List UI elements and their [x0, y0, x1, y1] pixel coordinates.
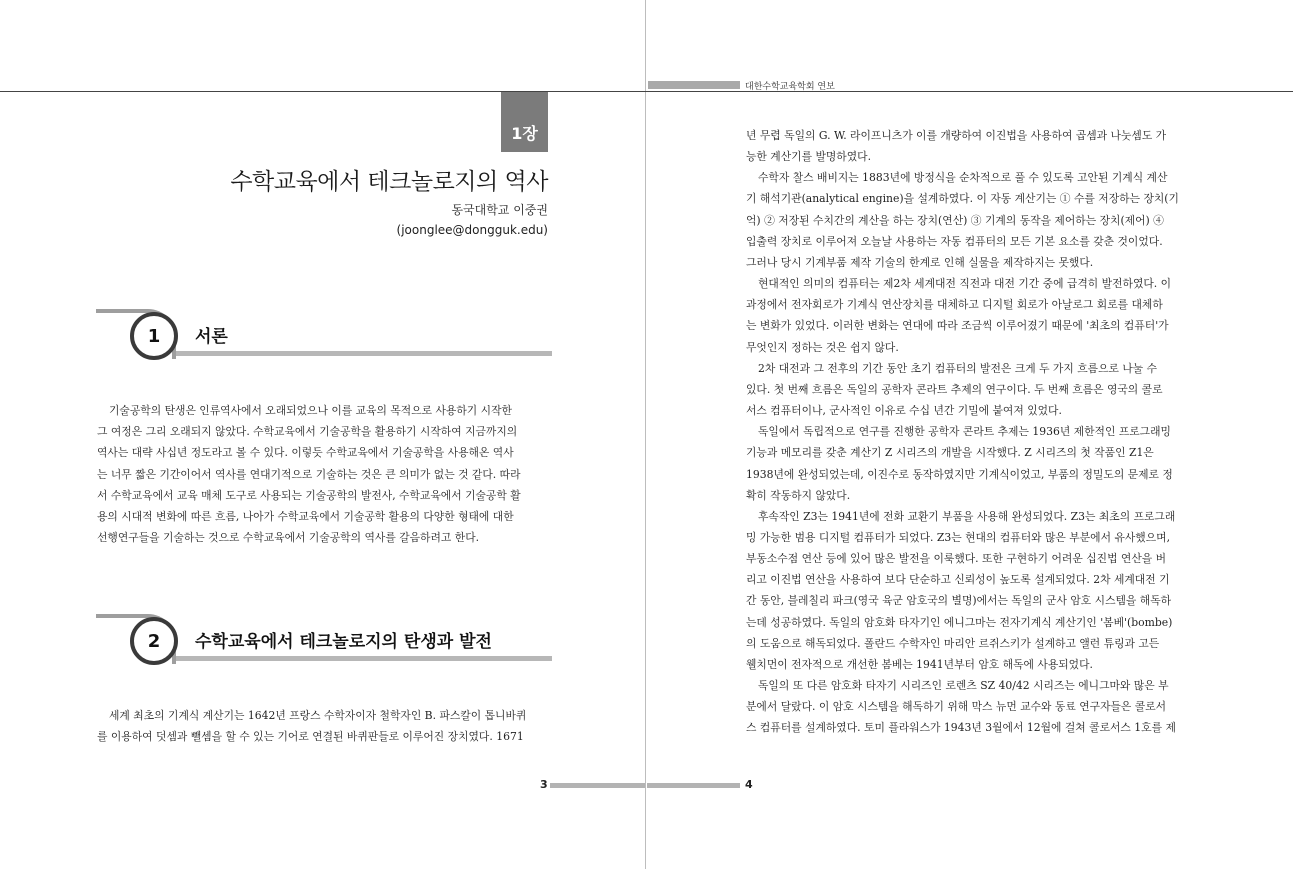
section-number: 2 — [130, 617, 178, 665]
text-line: 기 해석기관(analytical engine)을 설계하였다. 이 자동 계산기는 ① 수를 저장하는 장치(기 — [746, 192, 1179, 206]
page-spine — [645, 0, 646, 869]
text-line: 그러나 당시 기계부품 제작 기술의 한계로 인해 실물을 제작하지는 못했다. — [746, 255, 1094, 269]
text-line: 그 여정은 그리 오래되지 않았다. 수학교육에서 기술공학을 활용하기 시작하여 지금까지의 — [97, 425, 518, 439]
right-page-body — [746, 125, 1196, 739]
section-number: 1 — [130, 312, 178, 360]
footer-bar-left — [550, 783, 645, 788]
text-line: 기능과 메모리를 갖춘 계산기 Z 시리즈의 개발을 시작했다. Z 시리즈의 첫 작품인 Z1은 — [746, 446, 1154, 460]
page-number-right: 4 — [745, 778, 753, 791]
text-line: 입출력 장치로 이루어져 오늘날 사용하는 자동 컴퓨터의 모든 기본 요소를 갖춘 것이었다. — [746, 234, 1163, 248]
chapter-tab-label: 1장 — [511, 124, 538, 143]
text-line: 리고 이진법 연산을 사용하여 보다 단순하고 신뢰성이 높도록 설계되었다. 2차 세계대전 기 — [746, 573, 1170, 587]
author-email: (joonglee@dongguk.edu) — [396, 223, 548, 237]
page-number-left: 3 — [540, 778, 548, 791]
text-line: 과정에서 전자회로가 기계식 연산장치를 대체하고 디지털 회로가 아날로그 회로를 대체하 — [746, 298, 1163, 312]
text-line: 후속작인 Z3는 1941년에 전화 교환기 부품을 사용해 완성되었다. Z3는 최초의 프로그래 — [758, 509, 1176, 523]
running-head: 대한수학교육학회 연보 — [745, 82, 835, 92]
text-line: 는데 성공하였다. 독일의 암호화 타자기인 에니그마는 전자기계식 계산기인 '봄베'(bombe) — [746, 615, 1173, 629]
text-line: 역사는 대략 사십년 정도라고 볼 수 있다. 이렇듯 수학교육에서 기술공학을 사용해온 역사 — [97, 446, 514, 460]
text-line: 의 도움으로 해독되었다. 폴란드 수학자인 마리안 르쥐스키가 설계하고 앨런 튜링과 고든 — [746, 636, 1160, 650]
chapter-title: 수학교육에서 테크놀로지의 역사 — [230, 169, 548, 195]
text-line: 스 컴퓨터를 설계하였다. 토미 플라워스가 1943년 3월에서 12월에 걸쳐 콜로서스 1호를 제 — [746, 721, 1176, 735]
header-rule — [0, 91, 1293, 92]
text-line: 있다. 첫 번째 흐름은 독일의 공학자 콘라트 추제의 연구이다. 두 번째 흐름은 영국의 콜로 — [746, 382, 1163, 396]
intro-paragraph — [97, 400, 549, 548]
footer-bar-right — [647, 783, 740, 788]
section2-paragraph — [97, 705, 549, 747]
text-line: 년 무렵 독일의 G. W. 라이프니츠가 이를 개량하여 이진법을 사용하여 곱셈과 나눗셈도 가 — [746, 129, 1167, 142]
text-line: 간 동안, 블레칠리 파크(영국 육군 암호국의 별명)에서는 독일의 군사 암호 시스템을 해독하 — [746, 594, 1172, 608]
text-line: 능한 계산기를 발명하였다. — [746, 150, 872, 164]
section-title: 수학교육에서 테크놀로지의 탄생과 발전 — [195, 632, 492, 652]
section-title: 서론 — [195, 327, 228, 347]
text-line: 확히 작동하지 않았다. — [746, 488, 851, 502]
text-line: 는 너무 짧은 기간이어서 역사를 연대기적으로 기술하는 것은 큰 의미가 없는 것 같다. 따라 — [97, 467, 521, 481]
text-line: 분에서 달랐다. 이 암호 시스템을 해독하기 위해 막스 뉴먼 교수와 동료 연구자들은 콜로서 — [746, 700, 1167, 714]
text-line: 세계 최초의 기계식 계산기는 1642년 프랑스 수학자이자 철학자인 B. 파스칼이 톱니바퀴 — [109, 709, 527, 722]
text-line: 웰치먼이 전자적으로 개선한 봄베는 1941년부터 암호 해독에 사용되었다. — [746, 657, 1093, 671]
text-line: 부동소수점 연산 등에 있어 많은 발전을 이룩했다. 또한 구현하기 어려운 십진법 연산을 버 — [746, 552, 1167, 566]
text-line: 밍 가능한 범용 디지털 컴퓨터가 되었다. Z3는 현대의 컴퓨터와 많은 부분에서 유사했으며, — [746, 530, 1171, 544]
text-line: 1938년에 완성되었는데, 이진수로 동작하였지만 기계식이었고, 부품의 정밀도의 문제로 정 — [746, 467, 1173, 481]
author-name: 동국대학교 이중권 — [451, 203, 548, 217]
text-line: 선행연구들을 기술하는 것으로 수학교육에서 기술공학의 역사를 갈음하려고 한다. — [97, 531, 480, 545]
header-bar — [648, 81, 740, 89]
text-line: 독일의 또 다른 암호화 타자기 시리즈인 로렌츠 SZ 40/42 시리즈는 에니그마와 많은 부 — [758, 679, 1169, 693]
chapter-tab — [501, 92, 548, 152]
section-heading-1 — [96, 309, 552, 365]
text-line: 서스 컴퓨터이나, 군사적인 이유로 수십 년간 기밀에 붙여져 있었다. — [746, 404, 1062, 418]
section-heading-2 — [96, 614, 552, 670]
text-line: 용의 시대적 변화에 따른 흐름, 나아가 수학교육에서 기술공학 활용의 다양한 형태에 대한 — [97, 510, 514, 524]
text-line: 현대적인 의미의 컴퓨터는 제2차 세계대전 직전과 대전 기간 중에 급격히 발전하였다. 이 — [758, 277, 1172, 291]
text-line: 는 변화가 있었다. 이러한 변화는 연대에 따라 조금씩 이루어졌기 때문에 '최초의 컴퓨터'가 — [746, 319, 1169, 333]
text-line: 억) ② 저장된 수치간의 계산을 하는 장치(연산) ③ 기계의 동작을 제어하는 장치(제어) ④ — [746, 213, 1164, 227]
text-line: 서 수학교육에서 교육 매체 도구로 사용되는 기술공학의 발전사, 수학교육에서 기술공학 활 — [97, 488, 521, 502]
text-line: 기술공학의 탄생은 인류역사에서 오래되었으나 이를 교육의 목적으로 사용하기 시작한 — [109, 404, 512, 417]
section-bar — [176, 351, 552, 356]
section-bar — [176, 656, 552, 661]
text-line: 를 이용하여 덧셈과 뺄셈을 할 수 있는 기어로 연결된 바퀴판들로 이루어진 장치였다. 1671 — [97, 730, 524, 743]
text-line: 무엇인지 정하는 것은 쉽지 않다. — [746, 340, 899, 354]
text-line: 수학자 찰스 배비지는 1883년에 방정식을 순차적으로 풀 수 있도록 고안된 기계식 계산 — [758, 171, 1168, 185]
text-line: 2차 대전과 그 전후의 기간 동안 초기 컴퓨터의 발전은 크게 두 가지 흐름으로 나눌 수 — [758, 361, 1158, 375]
text-line: 독일에서 독립적으로 연구를 진행한 공학자 콘라트 추제는 1936년 제한적인 프로그래밍 — [758, 425, 1171, 439]
